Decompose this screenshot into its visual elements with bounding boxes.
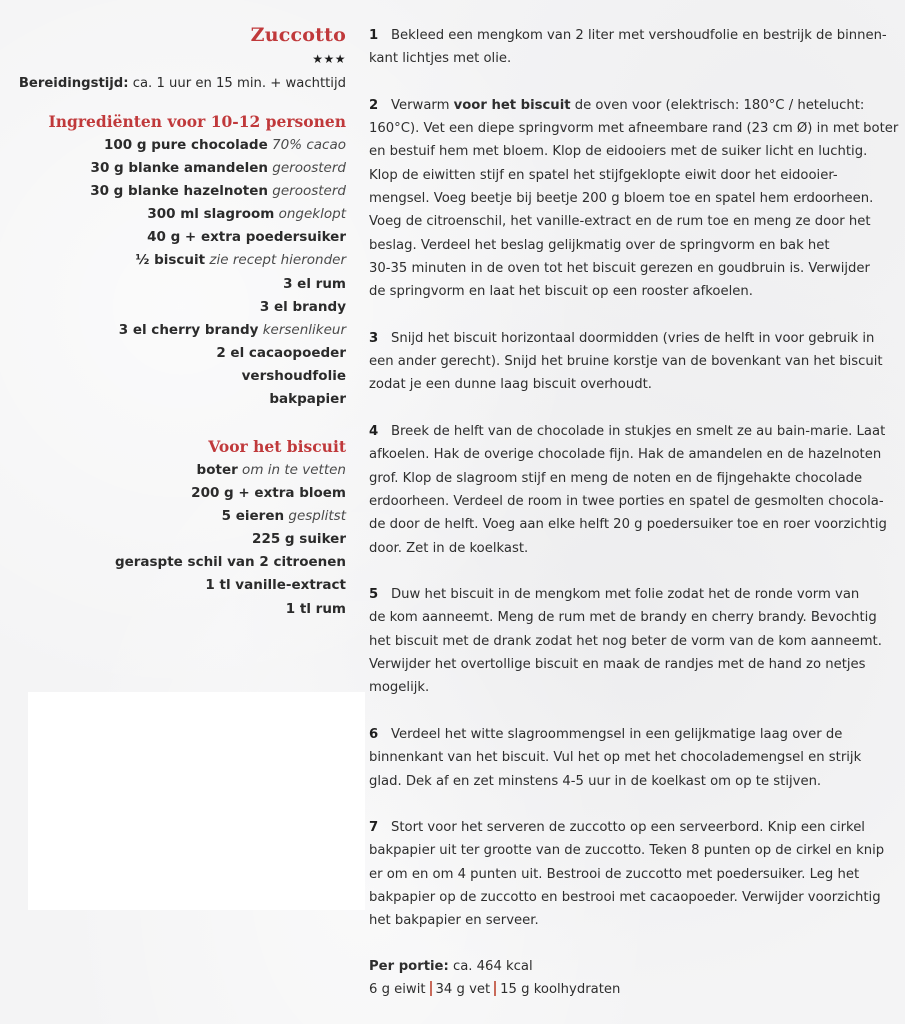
ingredient-item: 40 g + extra poedersuiker (147, 229, 346, 246)
ingredient-item: 30 g blanke hazelnoten geroosterd (90, 183, 346, 200)
ingredient-item: 30 g blanke amandelen geroosterd (90, 160, 346, 177)
ingredient-item: boter om in te vetten (196, 462, 346, 478)
nutrition-fat: 34 g vet (435, 981, 491, 997)
ingredients-heading: Ingrediënten voor 10-12 personen (48, 112, 346, 131)
ingredient-item: 1 tl vanille-extract (205, 577, 346, 594)
step-3: 3 Snijd het biscuit horizontaal doormidden (vries de helft in voor gebruik in een ander gerecht). Snijd het bruine korstje van de bovenkant van het biscuit zodat je een dunne laag biscuit overhoudt. (369, 327, 889, 397)
ingredient-item: 3 el rum (283, 275, 346, 292)
difficulty-stars-icon: ★★★ (312, 52, 346, 66)
step-number: 7 (369, 820, 379, 836)
recipe-title: Zuccotto (250, 24, 346, 46)
step-6: 6 Verdeel het witte slagroommengsel in een gelijkmatige laag over de binnenkant van het biscuit. Vul het op met het chocolademengsel en strijk glad. Dek af en zet minstens 4-5 uur in de koelkast om op te stijven. (369, 723, 889, 793)
ingredient-item: 225 g suiker (252, 531, 346, 548)
ingredient-item: bakpapier (269, 391, 346, 408)
ingredient-item: 200 g + extra bloem (191, 485, 346, 502)
nutrition-macros (369, 978, 889, 1001)
biscuit-heading: Voor het biscuit (208, 437, 346, 456)
prep-time-value: ca. 1 uur en 15 min. + wachttijd (128, 76, 346, 91)
step-5: 5 Duw het biscuit in de mengkom met folie zodat het de ronde vorm van de kom aanneemt. Meng de rum met de brandy en cherry brandy. Bevochtig het biscuit met de drank zodat het nog beter de vorm van de kom aanneemt. Verwijder het overtollige biscuit en maak de randjes met de hand zo netjes mogelijk. (369, 583, 889, 699)
ingredient-item: ½ biscuit zie recept hieronder (135, 252, 346, 269)
ingredient-item: 3 el brandy (259, 298, 346, 315)
prep-time-label: Bereidingstijd: (18, 76, 129, 91)
step-4: 4 Breek de helft van de chocolade in stukjes en smelt ze au bain-marie. Laat afkoelen. Hak de overige chocolade fijn. Hak de amandelen en de hazelnoten grof. Klop de slagroom stijf en meng de noten en de fijngehakte chocolade erdoorheen. Verdeel de room in twee porties en spatel de gesmolten chocola- de door de helft. Voeg aan elke helft 20 g poedersuiker toe en roer voorzichtig door. Zet in de koelkast. (369, 420, 889, 560)
step-number: 1 (369, 28, 379, 43)
ingredients-list (90, 134, 346, 411)
blank-image-area (28, 692, 365, 910)
nutrition-protein: 6 g eiwit (369, 981, 426, 997)
ingredient-item: vershoudfolie (241, 367, 346, 384)
step-number: 3 (369, 330, 379, 346)
separator-divider (430, 981, 432, 996)
ingredient-item: 5 eieren gesplitst (221, 508, 346, 525)
ingredient-item: 300 ml slagroom ongeklopt (147, 206, 346, 223)
prep-time (19, 76, 346, 91)
step-2: 2 Verwarm voor het biscuit de oven voor (elektrisch: 180°C / hetelucht: 160°C). Vet een diepe springvorm met afneembare rand (23 cm Ø) in met boter en bestuif hem met bloem. Klop de eidooiers met de suiker licht en luchtig. Klop de eiwitten stijf en spatel het stijfgeklopte eiwit door het eidooier- mengsel. Voeg beetje bij beetje 200 g bloem toe en spatel hem erdoorheen. Voeg de citroenschil, het vanille-extract en de rum toe en meng ze door het beslag. Verdeel het beslag gelijkmatig over de springvorm en bak het 30-35 minuten in de oven tot het biscuit gerezen en goudbruin is. Verwijder de springvorm en laat het biscuit op een rooster afkoelen. (369, 94, 889, 304)
step-7: 7 Stort voor het serveren de zuccotto op een serveerbord. Knip een cirkel bakpapier uit ter grootte van de zuccotto. Teken 8 punten op de cirkel en knip er om en om 4 punten uit. Bestrooi de zuccotto met poedersuiker. Leg het bakpapier op de zuccotto en bestrooi met cacaopoeder. Verwijder voorzichtig het bakpapier en serveer. (369, 816, 889, 932)
step-number: 5 (369, 587, 379, 603)
ingredient-item: 2 el cacaopoeder (216, 344, 346, 361)
step-number: 6 (369, 726, 379, 742)
nutrition-carbs: 15 g koolhydraten (500, 981, 621, 997)
step-1: 1 Bekleed een mengkom van 2 liter met vershoudfolie en bestrijk de binnen- kant lichtjes met olie. (369, 24, 889, 71)
ingredient-item: geraspte schil van 2 citroenen (114, 554, 346, 571)
ingredient-item: 100 g pure chocolade 70% cacao (103, 137, 346, 153)
nutrition-info (369, 955, 889, 1002)
ingredient-item: 3 el cherry brandy kersenlikeur (118, 321, 346, 338)
separator-divider (494, 981, 496, 996)
step-number: 2 (369, 97, 379, 113)
step-number: 4 (369, 424, 379, 440)
nutrition-kcal: Per portie: ca. 464 kcal (369, 958, 533, 974)
biscuit-ingredients-list (115, 459, 346, 621)
instructions-column (369, 24, 899, 1001)
ingredient-item: 1 tl rum (285, 600, 346, 617)
